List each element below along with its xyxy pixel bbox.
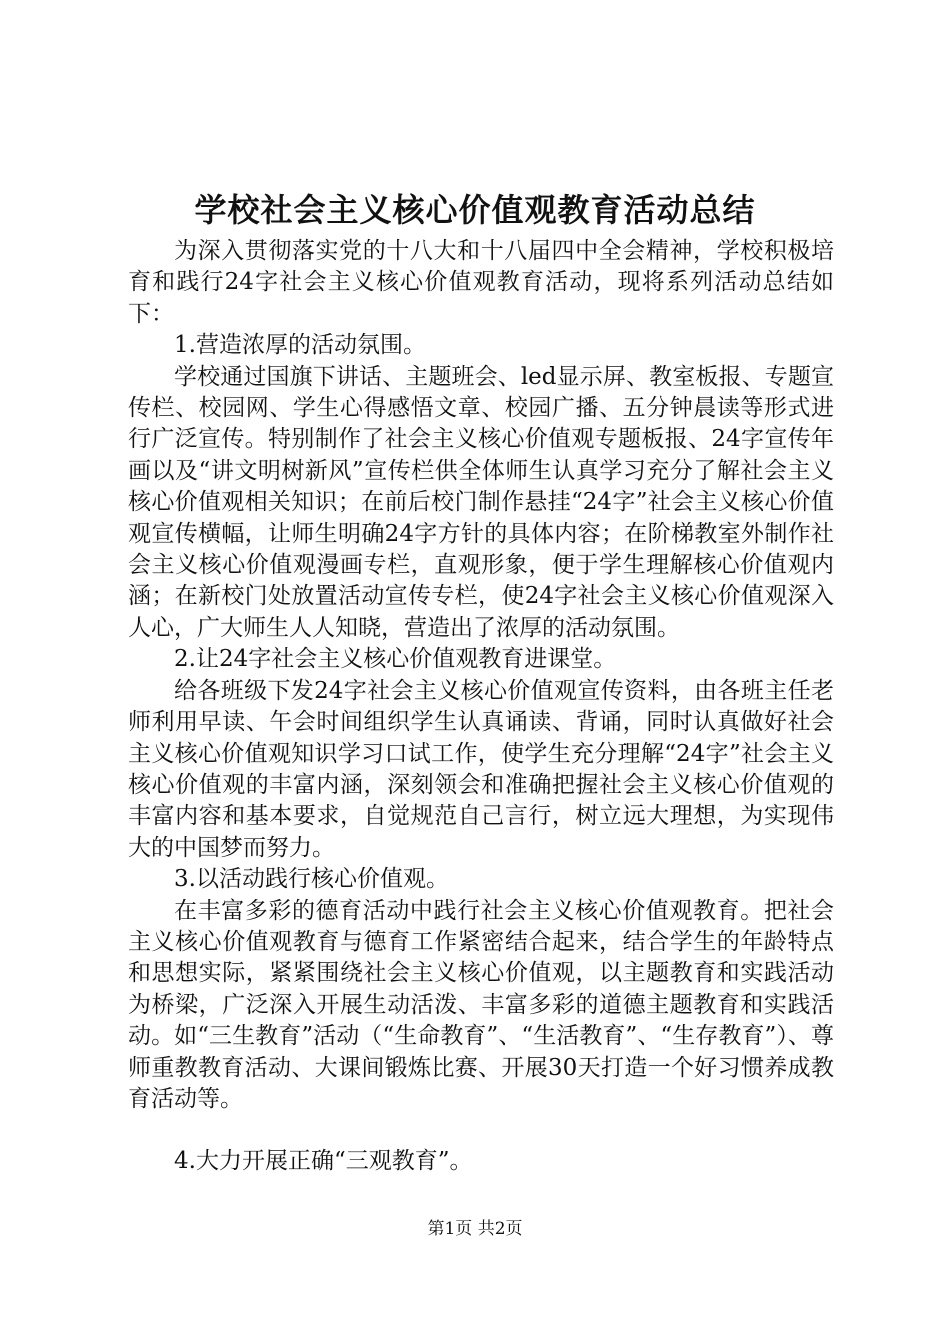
page-number-footer: 第1页 共2页 <box>427 1219 523 1239</box>
section-heading-4: 4.大力开展正确“三观教育”。 <box>174 1148 473 1175</box>
section-heading-1: 1.营造浓厚的活动氛围。 <box>174 332 426 359</box>
section-body-1: 学校通过国旗下讲话、主题班会、led显示屏、教室板报、专题宣传栏、校园网、学生心得感悟文章、校园广播、五分钟晨读等形式进行广泛宣传。特别制作了社会主义核心价值观专题板报、24字宣传年画以及“讲文明树新风”宣传栏供全体师生认真学习充分了解社会主义核心价值观相关知识；在前后校门制作悬挂“24字”社会主义核心价值观宣传横幅，让师生明确24字方针的具体内容；在阶梯教室外制作社会主义核心价值观漫画专栏，直观形象，便于学生理解核心价值观内涵；在新校门处放置活动宣传专栏，使24字社会主义核心价值观深入人心，广大师生人人知晓，营造出了浓厚的活动氛围。 <box>128 363 834 641</box>
section-body-2: 给各班级下发24字社会主义核心价值观宣传资料，由各班主任老师利用早读、午会时间组织学生认真诵读、背诵，同时认真做好社会主义核心价值观知识学习口试工作，使学生充分理解“24字”社会主义核心价值观的丰富内涵，深刻领会和准确把握社会主义核心价值观的丰富内容和基本要求，自觉规范自己言行，树立远大理想，为实现伟大的中国梦而努力。 <box>128 677 834 861</box>
section-heading-3: 3.以活动践行核心价值观。 <box>174 866 449 893</box>
intro-paragraph: 为深入贯彻落实党的十八大和十八届四中全会精神，学校积极培育和践行24字社会主义核心价值观教育活动，现将系列活动总结如下： <box>128 238 834 327</box>
section-body-3: 在丰富多彩的德育活动中践行社会主义核心价值观教育。把社会主义核心价值观教育与德育工作紧密结合起来，结合学生的年龄特点和思想实际，紧紧围绕社会主义核心价值观，以主题教育和实践活动为桥梁，广泛深入开展生动活泼、丰富多彩的道德主题教育和实践活动。如“三生教育”活动（“生命教育”、“生活教育”、“生存教育”）、尊师重教教育活动、大课间锻炼比赛、开展30天打造一个好习惯养成教育活动等。 <box>128 897 834 1112</box>
document-title: 学校社会主义核心价值观教育活动总结 <box>194 191 756 229</box>
document-body <box>128 236 834 1178</box>
section-heading-2: 2.让24字社会主义核心价值观教育进课堂。 <box>174 646 617 673</box>
